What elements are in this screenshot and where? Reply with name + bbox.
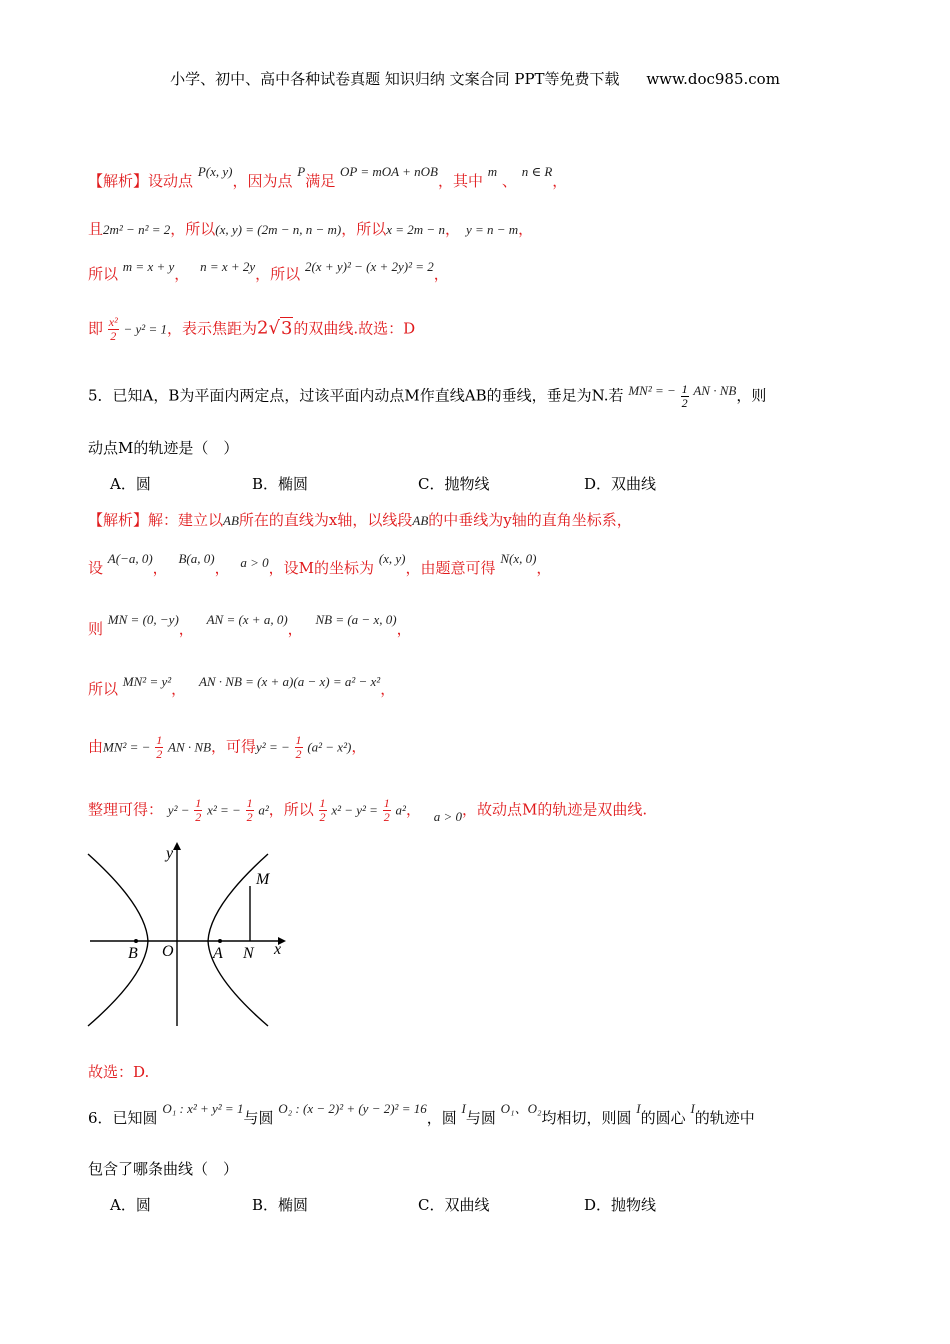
formula: m = x + y [122, 259, 175, 274]
q6-line1 [88, 1101, 755, 1128]
formula: AN = (x + a, 0) [206, 612, 288, 627]
text: 满足 [305, 172, 336, 190]
text: ，圆 [426, 1109, 457, 1127]
text: 所以 [88, 680, 119, 698]
fraction [383, 797, 391, 824]
text: 由 [88, 737, 104, 756]
formula: I [690, 1101, 695, 1116]
label-b: B [128, 945, 138, 962]
text: 所在的直线为x轴，以线段 [238, 511, 413, 529]
header-text: 小学、初中、高中各种试卷真题 知识归纳 文案合同 PPT等免费下载 [170, 70, 620, 88]
denominator: 2 [110, 329, 117, 343]
fraction [108, 316, 119, 343]
label-o: O [162, 943, 174, 960]
denominator: 2 [295, 747, 302, 761]
x-axis-label: x [274, 941, 282, 958]
formula: 2(x + y)² − (x + 2y)² = 2 [304, 259, 434, 274]
formula: a² [258, 802, 269, 818]
text: ，所以 [170, 220, 216, 238]
sol5-line6 [88, 797, 647, 824]
text: ， [380, 680, 396, 698]
sol5-line1 [88, 509, 632, 530]
page-header [0, 68, 950, 89]
formula: − y² = 1 [123, 321, 167, 337]
text: 即 [88, 319, 104, 338]
formula: N(x, 0) [500, 551, 537, 566]
denominator: 2 [319, 810, 326, 824]
formula: m [487, 164, 498, 179]
label-m: M [256, 871, 270, 888]
denominator: 2 [156, 747, 163, 761]
y-axis-label: y [166, 845, 174, 862]
numerator: 1 [319, 796, 326, 810]
formula: AN · NB [168, 739, 212, 755]
formula: a² [395, 802, 406, 818]
formula: (x, y) [378, 551, 406, 566]
sol4-line3 [88, 259, 449, 284]
text: ，可得 [211, 737, 257, 756]
text: ，因为点 [232, 172, 293, 190]
text: ， [536, 559, 552, 577]
text: ，所以 [255, 265, 301, 283]
formula: B(a, 0) [178, 551, 215, 566]
formula: y² − [167, 802, 190, 818]
text: ， [171, 680, 187, 698]
analysis-tag: 【解析】 [88, 511, 149, 529]
text: ， [178, 620, 194, 638]
sol5-line2 [88, 551, 552, 578]
text: ，所以 [341, 220, 387, 238]
text: 均相切，则圆 [541, 1109, 632, 1127]
text: ， [552, 172, 568, 190]
text: 且 [88, 220, 104, 238]
formula: a > 0 [433, 808, 463, 824]
text: 解：建立以 [148, 511, 224, 529]
hyperbola-svg [84, 838, 304, 1030]
text: ，所以 [268, 800, 314, 819]
text: ， [518, 220, 534, 238]
formula: AB [223, 513, 239, 528]
sol4-line1 [88, 164, 568, 191]
denominator: 2 [246, 810, 253, 824]
text: ， [405, 800, 421, 819]
text: ，故动点M的轨迹是双曲线. [462, 800, 648, 819]
formula: x = 2m − n [386, 222, 445, 237]
q6-option-d[interactable]: D．抛物线 [584, 1196, 657, 1214]
sqrt-sign: √ [268, 317, 280, 339]
fraction [319, 797, 327, 824]
question-text: 6．已知圆 [88, 1109, 158, 1127]
numerator: 1 [295, 733, 302, 747]
formula: I [636, 1101, 641, 1116]
text: 、 [501, 172, 517, 190]
numerator: 1 [156, 733, 163, 747]
formula: 2m² − n² = 2 [103, 222, 171, 237]
formula: NB = (a − x, 0) [315, 612, 397, 627]
numerator: 1 [195, 796, 202, 810]
fraction [246, 797, 254, 824]
text: ，由题意可得 [405, 559, 496, 577]
text: 与圆 [243, 1109, 274, 1127]
numerator: x² [108, 315, 118, 329]
sol5-line4 [88, 674, 396, 699]
numerator: 1 [681, 382, 688, 396]
text: 整理可得： [88, 800, 164, 819]
focal-coefficient: 2 [257, 317, 269, 339]
hyperbola-diagram [84, 838, 304, 1034]
text: ， [444, 220, 460, 238]
fraction [681, 383, 689, 410]
formula-vector-op: OP = mOA + nOB [340, 164, 438, 179]
formula: A(−a, 0) [107, 551, 153, 566]
formula: AN · NB = (x + a)(a − x) = a² − x² [198, 674, 381, 689]
text: ，其中 [437, 172, 483, 190]
q6-option-c[interactable]: C．双曲线 [418, 1196, 490, 1214]
formula: I [461, 1101, 466, 1116]
question-text: 5．已知A，B为平面内两定点，过该平面内动点M作直线AB的垂线，垂足为N.若 [88, 386, 624, 405]
q6-line2: 包含了哪条曲线（ ） [88, 1160, 239, 1178]
left-branch [88, 854, 148, 1026]
sqrt-radicand: 3 [280, 317, 293, 339]
text: 设 [88, 559, 104, 577]
fraction [295, 734, 303, 761]
formula: x² − y² = [331, 802, 378, 818]
formula: P [297, 164, 306, 179]
text: 与圆 [465, 1109, 496, 1127]
text: 则 [88, 620, 104, 638]
denominator: 2 [195, 810, 202, 824]
formula-circle-o2: O₂ : (x − 2)² + (y − 2)² = 16 [278, 1101, 427, 1116]
q5-option-b[interactable]: B．椭圆 [252, 475, 309, 493]
q6-option-b[interactable]: B．椭圆 [252, 1196, 309, 1214]
formula: MN² = y² [122, 674, 172, 689]
formula: MN² = − [628, 382, 676, 398]
text: 的圆心 [640, 1109, 686, 1127]
sol5-answer: 故选：D. [88, 1063, 150, 1081]
numerator: 1 [246, 796, 253, 810]
analysis-tag: 【解析】 [88, 172, 149, 190]
formula: MN = (0, −y) [107, 612, 179, 627]
label-a: A [213, 945, 223, 962]
numerator: 1 [383, 796, 390, 810]
formula: x² = − [207, 802, 241, 818]
text: 所以 [88, 265, 119, 283]
formula-circle-o1: O₁ : x² + y² = 1 [162, 1101, 244, 1116]
formula: y² = − [256, 739, 290, 755]
label-n: N [243, 945, 254, 962]
formula: (x, y) = (2m − n, n − m) [215, 222, 342, 237]
formula: n ∈ R [521, 164, 553, 179]
denominator: 2 [681, 396, 688, 410]
formula: a > 0 [240, 555, 269, 570]
text: ， [351, 737, 367, 756]
text: ， [396, 620, 412, 638]
sol4-line4 [88, 316, 415, 343]
formula: AB [412, 513, 429, 528]
q5-option-c[interactable]: C．抛物线 [418, 475, 490, 493]
text: ，表示焦距为 [166, 319, 257, 338]
text: ， [214, 559, 230, 577]
q6-option-a[interactable]: A．圆 [110, 1196, 151, 1214]
formula: MN² = − [103, 739, 151, 755]
q5-option-a[interactable]: A．圆 [110, 475, 151, 493]
denominator: 2 [383, 810, 390, 824]
text: 的中垂线为y轴的直角坐标系， [428, 511, 632, 529]
text: ， [433, 265, 449, 283]
text: 设动点 [148, 172, 194, 190]
text: ， [287, 620, 303, 638]
formula-point-p: P(x, y) [197, 164, 233, 179]
sol4-line2 [88, 218, 533, 239]
q5-line1 [88, 383, 766, 410]
sol5-line3 [88, 612, 412, 639]
text: ， [152, 559, 168, 577]
text: ，设M的坐标为 [268, 559, 375, 577]
point-a [218, 939, 222, 943]
header-site-link[interactable]: www.doc985.com [646, 70, 780, 88]
text: ， [174, 265, 190, 283]
fraction [194, 797, 202, 824]
y-axis-arrow [173, 842, 181, 850]
q5-line2: 动点M的轨迹是（ ） [88, 439, 239, 457]
formula: n = x + 2y [200, 259, 256, 274]
sol5-line5 [88, 734, 366, 761]
text: 的轨迹中 [694, 1109, 755, 1127]
formula: (a² − x²) [307, 739, 352, 755]
fraction [155, 734, 163, 761]
point-b [134, 939, 138, 943]
formula: AN · NB [693, 382, 737, 398]
text: 的双曲线.故选：D [293, 319, 416, 338]
formula: y = n − m [465, 222, 519, 237]
formula: O₁、O₂ [500, 1101, 542, 1116]
q5-option-d[interactable]: D．双曲线 [584, 475, 657, 493]
text: ，则 [736, 386, 767, 405]
